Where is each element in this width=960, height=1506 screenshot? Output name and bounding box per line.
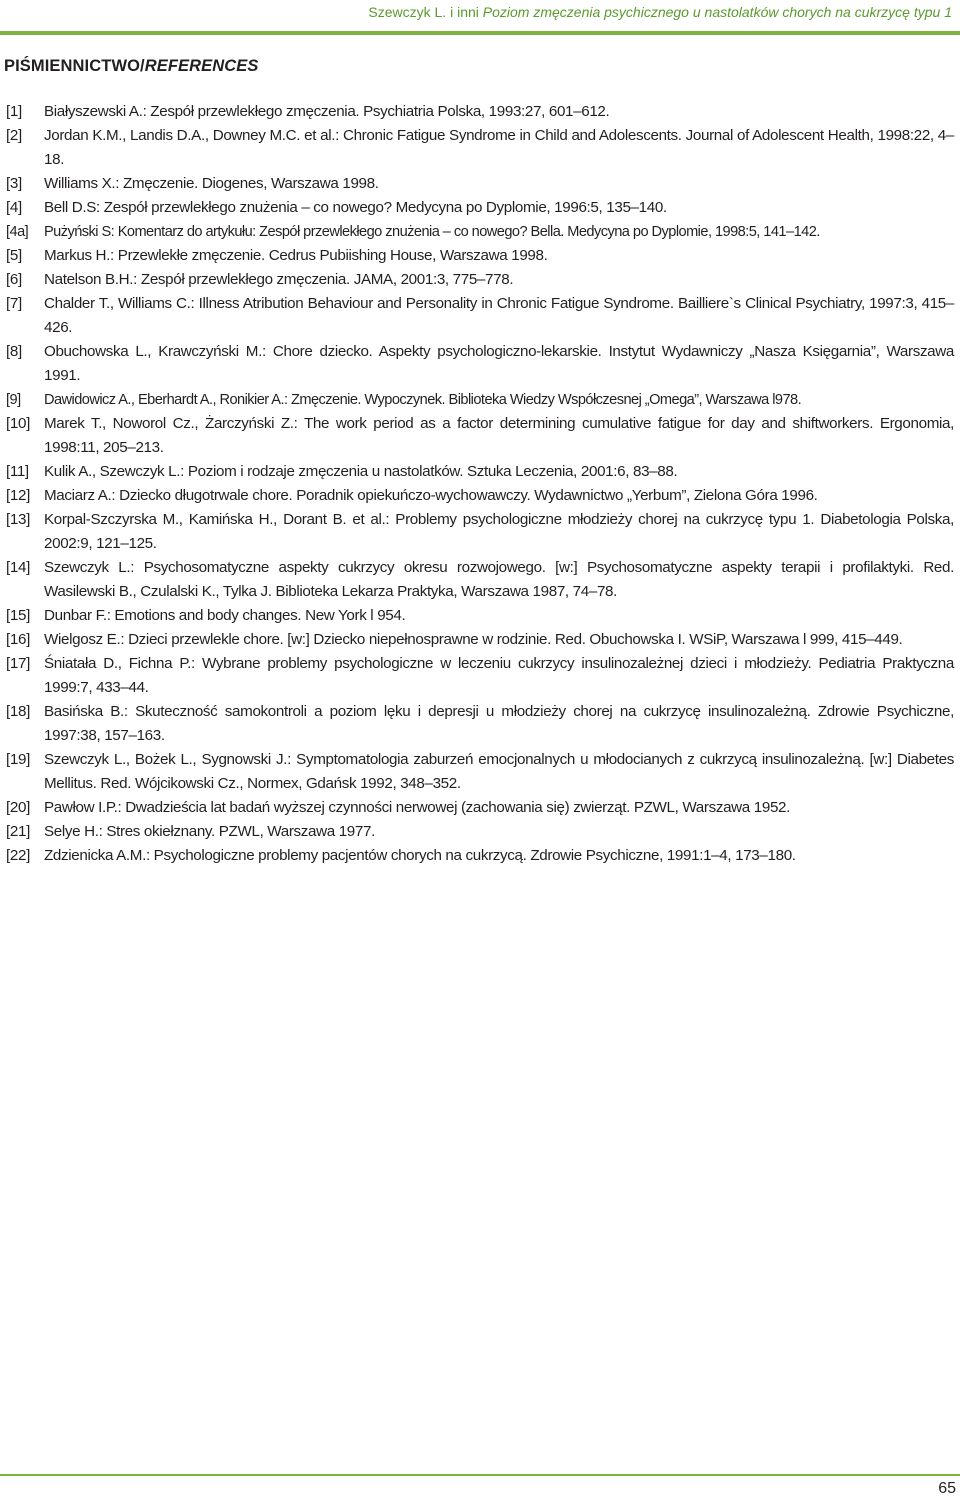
reference-list	[6, 100, 954, 868]
reference-text: Pużyński S: Komentarz do artykułu: Zespół przewlekłego znużenia – co nowego? Bella. Medycyna po Dyplomie, 1998:5, 141–142.	[44, 224, 820, 240]
section-title-en: REFERENCES	[144, 57, 259, 75]
reference-text: Selye H.: Stres okiełznany. PZWL, Warszawa 1977.	[44, 823, 375, 840]
section-title-pl: PIŚMIENNICTWO/	[4, 57, 145, 75]
reference-number: [17]	[6, 655, 30, 672]
reference-text: Szewczyk L.: Psychosomatyczne aspekty cukrzycy okresu rozwojowego. [w:] Psychosomatyczne aspekty terapii i profilaktyki. Red. Wasilewski B., Czulalski K., Tylka J. Biblioteka Lekarza Praktyka, Warszawa 1987, 74–78.	[44, 559, 954, 600]
reference-item	[6, 172, 954, 196]
header-title: Poziom zmęczenia psychicznego u nastolatków chorych na cukrzycę typu 1	[482, 4, 952, 20]
reference-text: Maciarz A.: Dziecko długotrwale chore. Poradnik opiekuńczo-wychowawczy. Wydawnictwo „Yerbum”, Zielona Góra 1996.	[44, 487, 818, 504]
reference-text: Williams X.: Zmęczenie. Diogenes, Warszawa 1998.	[44, 175, 379, 192]
reference-text: Pawłow I.P.: Dwadzieścia lat badań wyższej czynności nerwowej (zachowania się) zwierząt. PZWL, Warszawa 1952.	[44, 799, 791, 816]
reference-text: Białyszewski A.: Zespół przewlekłego zmęczenia. Psychiatria Polska, 1993:27, 601–612.	[44, 103, 610, 120]
reference-item	[6, 844, 954, 868]
reference-text: Korpal-Szczyrska M., Kamińska H., Dorant B. et al.: Problemy psychologiczne młodzieży chorej na cukrzycę typu 1. Diabetologia Polska, 2002:9, 121–125.	[44, 511, 954, 552]
reference-number: [4a]	[6, 224, 29, 240]
reference-number: [10]	[6, 415, 30, 432]
reference-item	[6, 292, 954, 340]
reference-text: Szewczyk L., Bożek L., Sygnowski J.: Symptomatologia zaburzeń emocjonalnych u młodocianych z cukrzycą insulinozależną. [w:] Diabetes Mellitus. Red. Wójcikowski Cz., Normex, Gdańsk 1992, 348–352.	[44, 751, 954, 792]
reference-item	[6, 508, 954, 556]
reference-text: Zdzienicka A.M.: Psychologiczne problemy pacjentów chorych na cukrzycą. Zdrowie Psychiczne, 1991:1–4, 173–180.	[44, 847, 796, 864]
reference-item	[6, 820, 954, 844]
reference-text: Obuchowska L., Krawczyński M.: Chore dziecko. Aspekty psychologiczno-lekarskie. Instytut Wydawniczy „Nasza Księgarnia”, Warszawa 1991.	[44, 343, 954, 384]
reference-number: [12]	[6, 487, 30, 504]
running-header	[368, 4, 952, 20]
section-title	[4, 57, 259, 76]
footer-rule	[0, 1474, 960, 1476]
reference-number: [8]	[6, 343, 22, 360]
reference-text: Wielgosz E.: Dzieci przewlekle chore. [w:] Dziecko niepełnosprawne w rodzinie. Red. Obuchowska I. WSiP, Warszawa l 999, 415–449.	[44, 631, 903, 648]
reference-item	[6, 196, 954, 220]
header-authors: Szewczyk L. i inni	[368, 4, 479, 20]
reference-item	[6, 652, 954, 700]
reference-number: [1]	[6, 103, 22, 120]
reference-number: [15]	[6, 607, 30, 624]
reference-text: Natelson B.H.: Zespół przewlekłego zmęczenia. JAMA, 2001:3, 775–778.	[44, 271, 514, 288]
reference-number: [6]	[6, 271, 22, 288]
reference-item	[6, 268, 954, 292]
reference-number: [5]	[6, 247, 22, 264]
reference-text: Markus H.: Przewlekłe zmęczenie. Cedrus Pubiishing House, Warszawa 1998.	[44, 247, 548, 264]
reference-number: [9]	[6, 392, 21, 408]
reference-item	[6, 412, 954, 460]
reference-number: [22]	[6, 847, 30, 864]
reference-item	[6, 628, 954, 652]
reference-number: [20]	[6, 799, 30, 816]
reference-number: [2]	[6, 127, 22, 144]
reference-text: Chalder T., Williams C.: Illness Atribution Behaviour and Personality in Chronic Fatigue Syndrome. Bailliere`s Clinical Psychiatry, 1997:3, 415–426.	[44, 295, 954, 336]
reference-text: Jordan K.M., Landis D.A., Downey M.C. et al.: Chronic Fatigue Syndrome in Child and Adolescents. Journal of Adolescent Health, 1998:22, 4–18.	[44, 127, 954, 168]
reference-text: Bell D.S: Zespół przewlekłego znużenia – co nowego? Medycyna po Dyplomie, 1996:5, 135–140.	[44, 199, 667, 216]
reference-number: [3]	[6, 175, 22, 192]
reference-text: Marek T., Noworol Cz., Żarczyński Z.: The work period as a factor determining cumulative fatigue for day and shiftworkers. Ergonomia, 1998:11, 205–213.	[44, 415, 954, 456]
reference-text: Dawidowicz A., Eberhardt A., Ronikier A.: Zmęczenie. Wypoczynek. Biblioteka Wiedzy Współczesnej „Omega”, Warszawa l978.	[44, 392, 802, 408]
reference-number: [21]	[6, 823, 30, 840]
reference-text: Kulik A., Szewczyk L.: Poziom i rodzaje zmęczenia u nastolatków. Sztuka Leczenia, 2001:6, 83–88.	[44, 463, 678, 480]
reference-number: [4]	[6, 199, 22, 216]
reference-item	[6, 700, 954, 748]
reference-text: Basińska B.: Skuteczność samokontroli a poziom lęku i depresji u młodzieży chorej na cukrzycę insulinozależną. Zdrowie Psychiczne, 1997:38, 157–163.	[44, 703, 954, 744]
reference-item	[6, 460, 954, 484]
reference-item	[6, 796, 954, 820]
reference-item	[6, 484, 954, 508]
reference-number: [13]	[6, 511, 30, 528]
reference-number: [14]	[6, 559, 30, 576]
reference-item	[6, 244, 954, 268]
reference-item	[6, 604, 954, 628]
reference-number: [16]	[6, 631, 30, 648]
reference-text: Dunbar F.: Emotions and body changes. New York l 954.	[44, 607, 406, 624]
page-number: 65	[938, 1480, 956, 1497]
reference-number: [19]	[6, 751, 30, 768]
reference-number: [18]	[6, 703, 30, 720]
header-rule	[0, 31, 960, 35]
reference-item	[6, 556, 954, 604]
reference-item	[6, 220, 954, 244]
reference-item	[6, 388, 954, 412]
reference-item	[6, 748, 954, 796]
reference-item	[6, 340, 954, 388]
reference-item	[6, 124, 954, 172]
reference-item	[6, 100, 954, 124]
reference-text: Śniatała D., Fichna P.: Wybrane problemy psychologiczne w leczeniu cukrzycy insulinozależnej dzieci i młodzieży. Pediatria Praktyczna 1999:7, 433–44.	[44, 655, 954, 696]
reference-number: [7]	[6, 295, 22, 312]
reference-number: [11]	[6, 463, 29, 480]
